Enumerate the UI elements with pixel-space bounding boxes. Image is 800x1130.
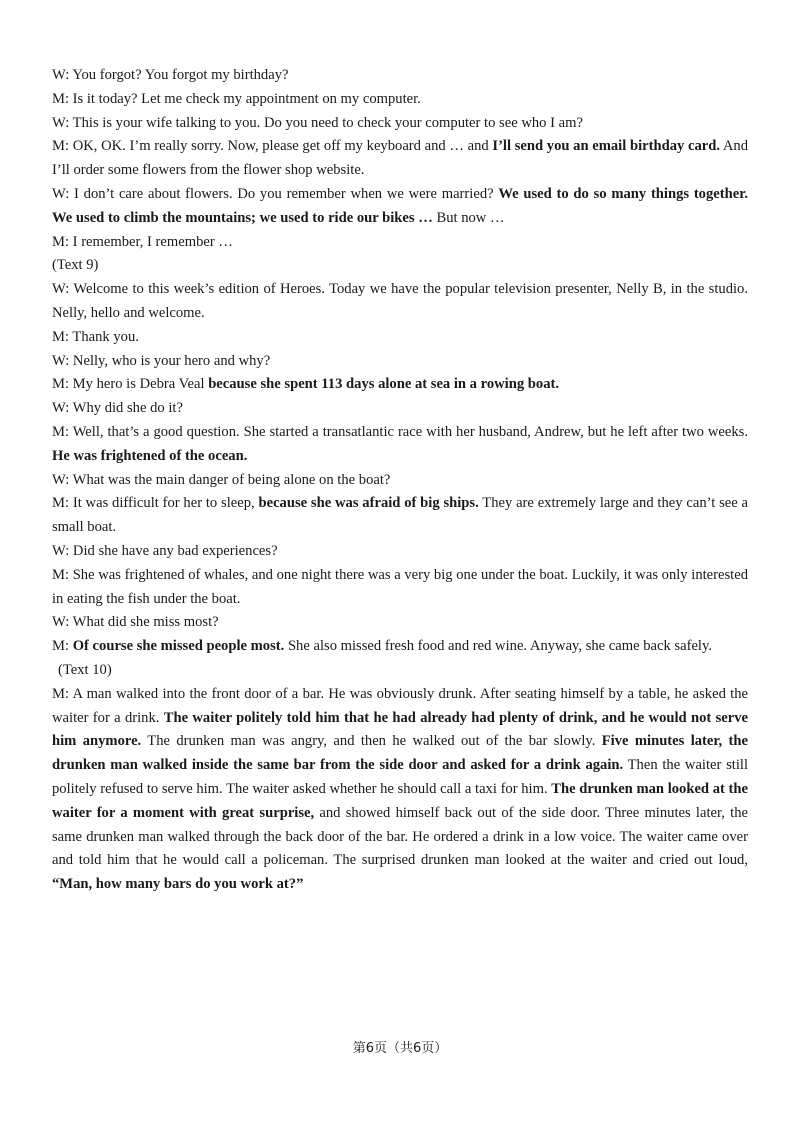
transcript-paragraph [52,659,748,683]
text-segment: W: Did she have any bad experiences? [52,542,278,559]
text-segment: W: This is your wife talking to you. Do you need to check your computer to see who I am? [52,114,583,131]
text-segment: (Text 10) [58,661,112,678]
text-segment: M: OK, OK. I’m really sorry. Now, please get off my keyboard and … and [52,138,493,155]
text-segment: M: It was difficult for her to sleep, [52,495,259,512]
transcript-paragraph [52,469,748,493]
transcript-paragraph [52,278,748,326]
transcript-paragraph [52,683,748,897]
text-segment: W: You forgot? You forgot my birthday? [52,67,289,83]
text-segment: The drunken man was angry, and then he walked out of the bar slowly. [141,733,602,750]
text-segment: M: My hero is Debra Veal [52,376,209,393]
transcript-paragraph [52,611,748,635]
text-segment: W: Why did she do it? [52,400,183,417]
bold-text: The waiter politely told him that he had already had plenty of drink, and he would not serve him anymore. [52,709,748,750]
text-segment: She also missed fresh food and red wine. Anyway, she came back safely. [284,638,712,655]
text-segment: M: She was frightened of whales, and one night there was a very big one under the boat. Luckily, it was only interested in eating the fish under the boat. [52,566,748,607]
bold-text: Of course she missed people most. [72,638,285,655]
page-footer: 第6页（共6页） [352,1041,448,1056]
text-segment: M: Thank you. [52,328,139,345]
text-segment: M: Is it today? Let me check my appointment on my computer. [52,90,421,107]
bold-text: He was frightened of the ocean. [52,447,248,464]
text-segment: (Text 9) [52,257,99,274]
bold-text: “Man, how many bars do you work at?” [52,876,304,893]
transcript-paragraph [52,135,748,183]
bold-text: The drunken man looked at the waiter for a moment with great surprise, [52,780,748,821]
transcript-paragraph [52,183,748,231]
transcript-paragraph [52,64,748,88]
text-segment: M: Well, that’s a good question. She started a transatlantic race with her husband, Andrew, but he left after two weeks. [52,423,748,440]
transcript-paragraph [52,254,748,278]
text-segment: W: I don’t care about flowers. Do you remember when we were married? [52,185,499,202]
text-segment: W: What did she miss most? [52,614,219,631]
transcript-paragraph [52,564,748,612]
text-segment: and showed himself back out of the side door. Three minutes later, the same drunken man walked through the back door of the bar. He ordered a drink in a low voice. The waiter came over and told him that he would call a policeman. The surprised drunken man looked at the waiter and cried out loud, [52,804,748,869]
text-segment: But now … [432,209,505,226]
transcript-paragraph [52,88,748,112]
transcript-paragraph [52,350,748,374]
bold-text: because she spent 113 days alone at sea in a rowing boat. [208,376,560,393]
transcript-paragraph [52,421,748,469]
text-segment: And I’ll order some flowers from the flower shop website. [52,138,749,179]
transcript-paragraph [52,326,748,350]
text-segment: They are extremely large and they can’t see a small boat. [52,495,748,536]
text-segment: W: Welcome to this week’s edition of Heroes. Today we have the popular television presenter, Nelly B, in the studio. Nelly, hello and welcome. [52,281,748,321]
transcript-paragraph [52,397,748,421]
transcript-paragraph [52,635,748,659]
transcript-body [52,64,748,897]
bold-text: I’ll send you an email birthday card. [492,138,720,155]
bold-text: because she was afraid of big ships. [258,495,479,512]
transcript-paragraph [52,492,748,540]
transcript-paragraph [52,540,748,564]
text-segment: M: I remember, I remember … [52,233,233,250]
transcript-paragraph [52,231,748,255]
transcript-paragraph [52,112,748,136]
text-segment: M: [52,638,73,655]
text-segment: Then the waiter still politely refused to serve him. The waiter asked whether he should call a taxi for him. [52,757,748,797]
bold-text: We used to do so many things together. We used to climb the mountains; we used to ride our bikes … [52,185,748,226]
text-segment: M: A man walked into the front door of a bar. He was obviously drunk. After seating himself by a table, he asked the waiter for a drink. [52,685,748,726]
transcript-paragraph [52,373,748,397]
text-segment: W: What was the main danger of being alone on the boat? [52,471,391,488]
text-segment: W: Nelly, who is your hero and why? [52,352,271,369]
bold-text: Five minutes later, the drunken man walked inside the same bar from the side door and asked for a drink again. [52,733,748,774]
